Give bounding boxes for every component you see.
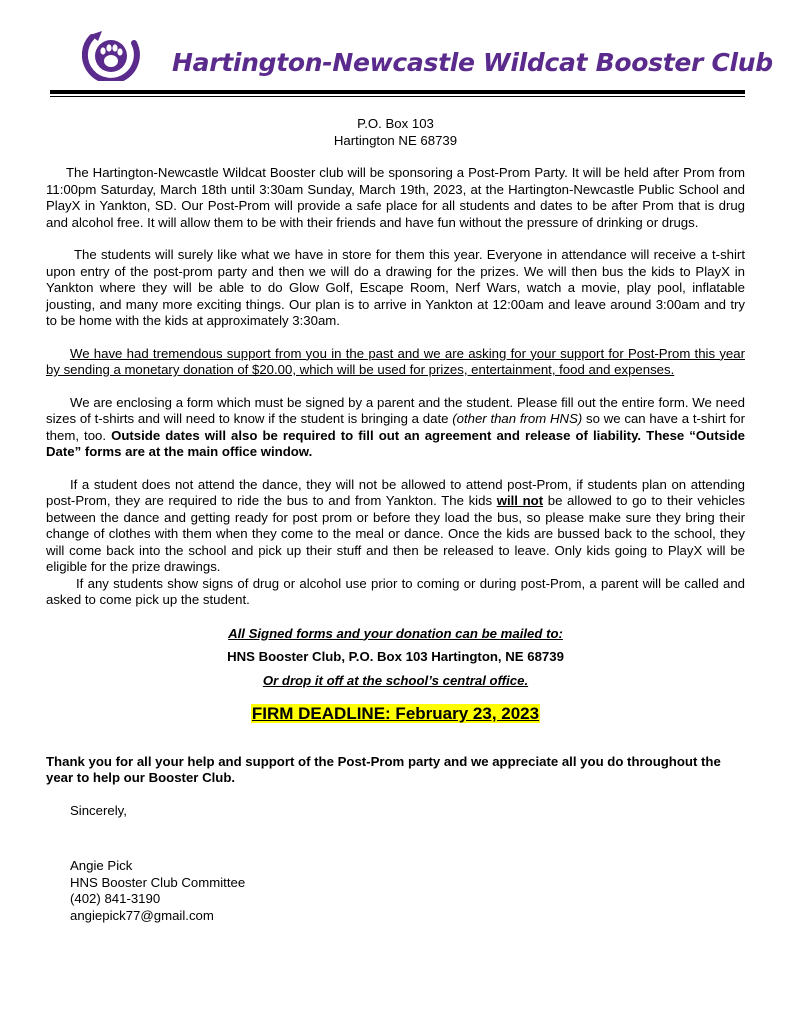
page-title: Hartington-Newcastle Wildcat Booster Club [172,48,773,77]
paragraph-drug-policy: If any students show signs of drug or alcohol use prior to coming or during post-Prom, a parent will be called and asked to come pick up the student. [46,575,745,607]
thank-you-note: Thank you for all your help and support of the Post-Prom party and we appreciate all you do throughout the year to help our Booster Club. [46,753,721,785]
letter-body [46,116,745,924]
rules-text-a: If a student does not attend the dance, they will not be allowed to attend post-Prom, if students plan on attending post-Prom, they are required to ride the bus to and from Yankton. The kids [46,476,745,508]
address-line-1: P.O. Box 103 [357,116,434,131]
forms-text-c: so we can have a t-shirt for them, too. [46,411,745,443]
closing: Sincerely, [70,802,127,818]
signature-name: Angie Pick [70,858,133,873]
rules-will-not: will not [496,493,544,508]
mailing-address: HNS Booster Club, P.O. Box 103 Hartington, NE 68739 [227,649,564,664]
wildcat-paw-logo-icon [82,23,140,81]
forms-outside-dates: Outside dates will also be required to fill out an agreement and release of liability. These “Outside Date” forms are at the main office window. [46,427,745,459]
header-divider [50,90,745,94]
signature-phone: (402) 841-3190 [70,891,161,906]
paragraph-rules [46,477,745,576]
address-line-2: Hartington NE 68739 [333,132,458,148]
mailing-heading: All Signed forms and your donation can be mailed to: [228,625,563,641]
letterhead [0,0,791,100]
signature-org: HNS Booster Club Committee [70,874,246,890]
deadline-banner: FIRM DEADLINE: February 23, 2023 [251,704,540,723]
paragraph-activities: The students will surely like what we have in store for them this year. Everyone in attendance will receive a t-shirt upon entry of the post-prom party and then we will do a drawing for the prizes. We will then bus the kids to PlayX in Yankton where they will be able to do Glow Golf, Escape Room, Nerf Wars, watch a movie, play pool, inflatable jousting, and many more exciting things. Our plan is to arrive in Yankton at 12:00am and leave around 3:00am and try to be home with the kids at approximately 3:30am. [46,247,745,328]
forms-text-a: We are enclosing a form which must be signed by a parent and the student. Please fill out the entire form. We need sizes of t-shirts and will need to know if the student is bringing a date [46,394,745,426]
header-divider-thin [50,96,745,97]
forms-text-hns-note: (other than from HNS) [452,411,583,426]
rules-text-c: be allowed to go to their vehicles between the dance and getting ready for post prom or before they load the bus, so please make sure they bring their change of clothes with them when they come to the meal or dance. Once the kids are bussed back to the school, they will come back into the school and pick up their stuff and then be released to leave. Only kids going to PlayX will be eligible for the prize drawings. [46,493,745,574]
signature-email: angiepick77@gmail.com [70,907,214,923]
paragraph-event-intro: The Hartington-Newcastle Wildcat Booster club will be sponsoring a Post-Prom Party. It will be held after Prom from 11:00pm Saturday, March 18th until 3:30am Sunday, March 19th, 2023, at the Hartington-Newcastle Public School and PlayX in Yankton, SD. Our Post-Prom will provide a safe place for all students and dates to be after Prom that is drug and alcohol free. It will allow them to be with their friends and have fun without the pressure of drinking or drugs. [46,165,745,230]
mailing-drop-off: Or drop it off at the school’s central office. [262,672,529,688]
paragraph-donation-request: We have had tremendous support from you in the past and we are asking for your support for Post-Prom this year by sending a monetary donation of $20.00, which will be used for prizes, entertainment, food and expenses. [46,345,745,377]
paragraph-forms [46,395,745,461]
